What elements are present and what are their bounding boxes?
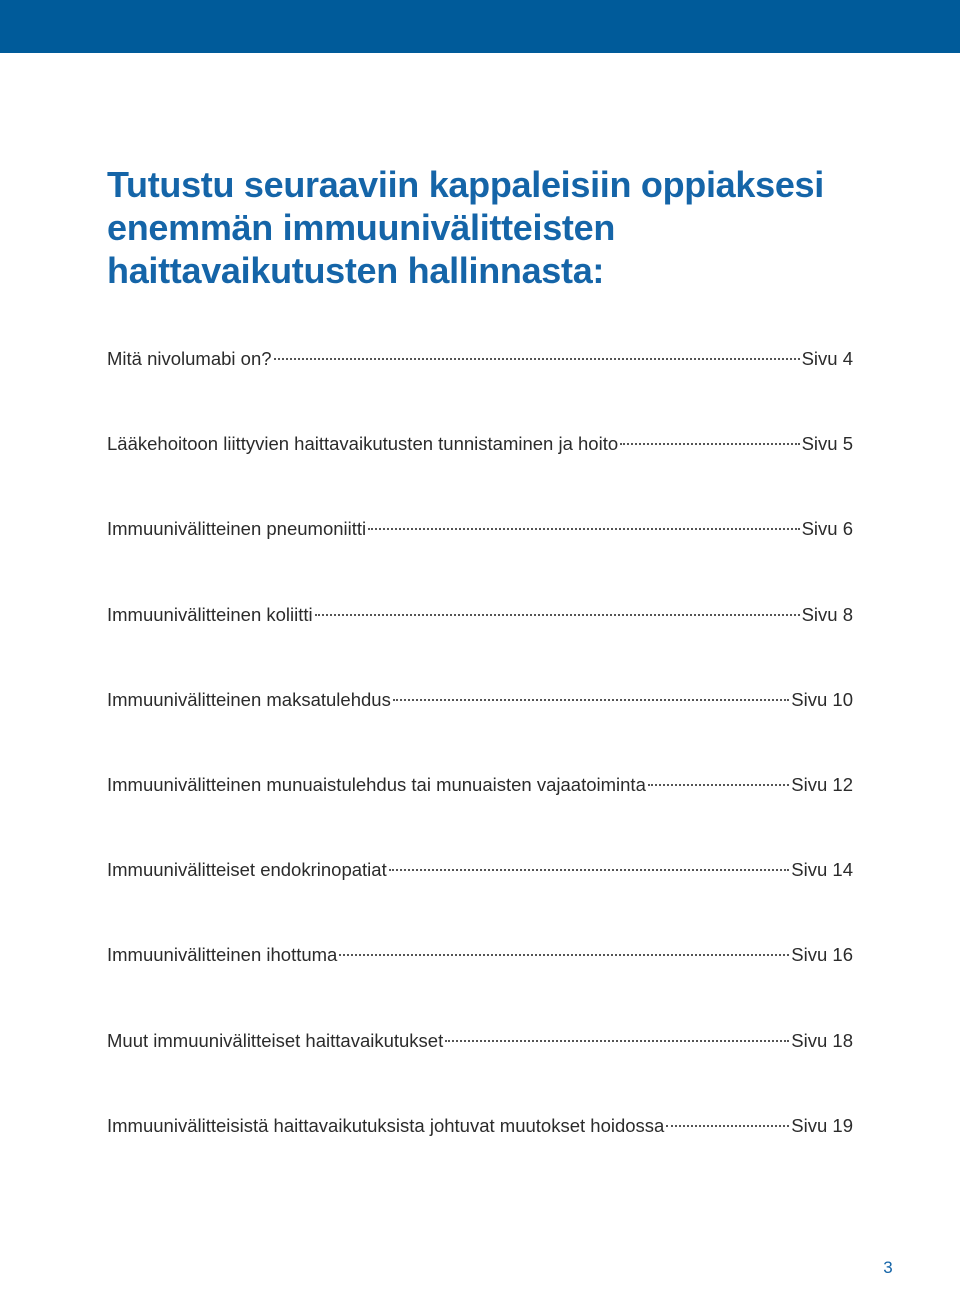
toc-page-ref: Sivu 18 — [791, 1029, 853, 1051]
toc-label: Immuunivälitteisistä haittavaikutuksista johtuvat muutokset hoidossa — [107, 1114, 665, 1136]
toc-label: Immuunivälitteiset endokrinopatiat — [107, 859, 387, 881]
toc-label: Lääkehoitoon liittyvien haittavaikutusten tunnistaminen ja hoito — [107, 433, 619, 455]
title-line-1: Tutustu seuraaviin kappaleisiin oppiaksesi — [107, 164, 824, 205]
toc-item-munuaistulehdus[interactable] — [107, 772, 853, 857]
toc-label: Immuunivälitteinen munuaistulehdus tai munuaisten vajaatoiminta — [107, 773, 646, 795]
toc-page-ref: Sivu 4 — [801, 348, 853, 369]
toc-item-ihottuma[interactable] — [107, 942, 853, 1027]
toc-page-ref: Sivu 16 — [791, 944, 853, 966]
toc-leader-dots — [274, 358, 800, 360]
title-line-3: haittavaikutusten hallinnasta: — [107, 250, 605, 291]
toc-page-ref: Sivu 6 — [801, 518, 853, 540]
toc-page-ref: Sivu 5 — [801, 433, 853, 455]
title-line-2: enemmän immuunivälitteisten — [107, 207, 616, 248]
page-title — [107, 163, 867, 292]
toc-leader-dots — [648, 784, 789, 786]
toc-item-muut-haittavaikutukset[interactable] — [107, 1028, 853, 1113]
toc-label: Muut immuunivälitteiset haittavaikutukset — [107, 1029, 444, 1051]
toc-leader-dots — [315, 614, 800, 616]
toc-leader-dots — [368, 528, 799, 530]
toc-item-endokrinopatiat[interactable] — [107, 857, 853, 942]
toc-page-ref: Sivu 14 — [791, 859, 853, 881]
toc-leader-dots — [393, 699, 789, 701]
toc-leader-dots — [666, 1125, 789, 1127]
toc-page-ref: Sivu 12 — [791, 773, 853, 795]
toc-leader-dots — [389, 869, 790, 871]
toc-item-haittavaikutusten-tunnistaminen[interactable] — [107, 431, 853, 516]
toc-item-koliitti[interactable] — [107, 602, 853, 687]
toc-label: Immuunivälitteinen maksatulehdus — [107, 688, 391, 710]
toc-item-maksatulehdus[interactable] — [107, 687, 853, 772]
toc-page-ref: Sivu 8 — [801, 603, 853, 625]
toc-item-pneumoniitti[interactable] — [107, 516, 853, 601]
header-band — [0, 0, 960, 53]
page-number: 3 — [883, 1258, 893, 1277]
toc-label: Immuunivälitteinen pneumoniitti — [107, 518, 367, 540]
table-of-contents — [107, 346, 853, 1198]
toc-leader-dots — [339, 954, 789, 956]
toc-item-muutokset-hoidossa[interactable] — [107, 1113, 853, 1198]
toc-page-ref: Sivu 19 — [791, 1114, 853, 1136]
toc-label: Mitä nivolumabi on? — [107, 348, 272, 369]
toc-label: Immuunivälitteinen koliitti — [107, 603, 313, 625]
toc-leader-dots — [620, 443, 799, 445]
toc-item-nivolumabi[interactable] — [107, 346, 853, 431]
toc-page-ref: Sivu 10 — [791, 688, 853, 710]
toc-leader-dots — [445, 1040, 789, 1042]
toc-label: Immuunivälitteinen ihottuma — [107, 944, 338, 966]
